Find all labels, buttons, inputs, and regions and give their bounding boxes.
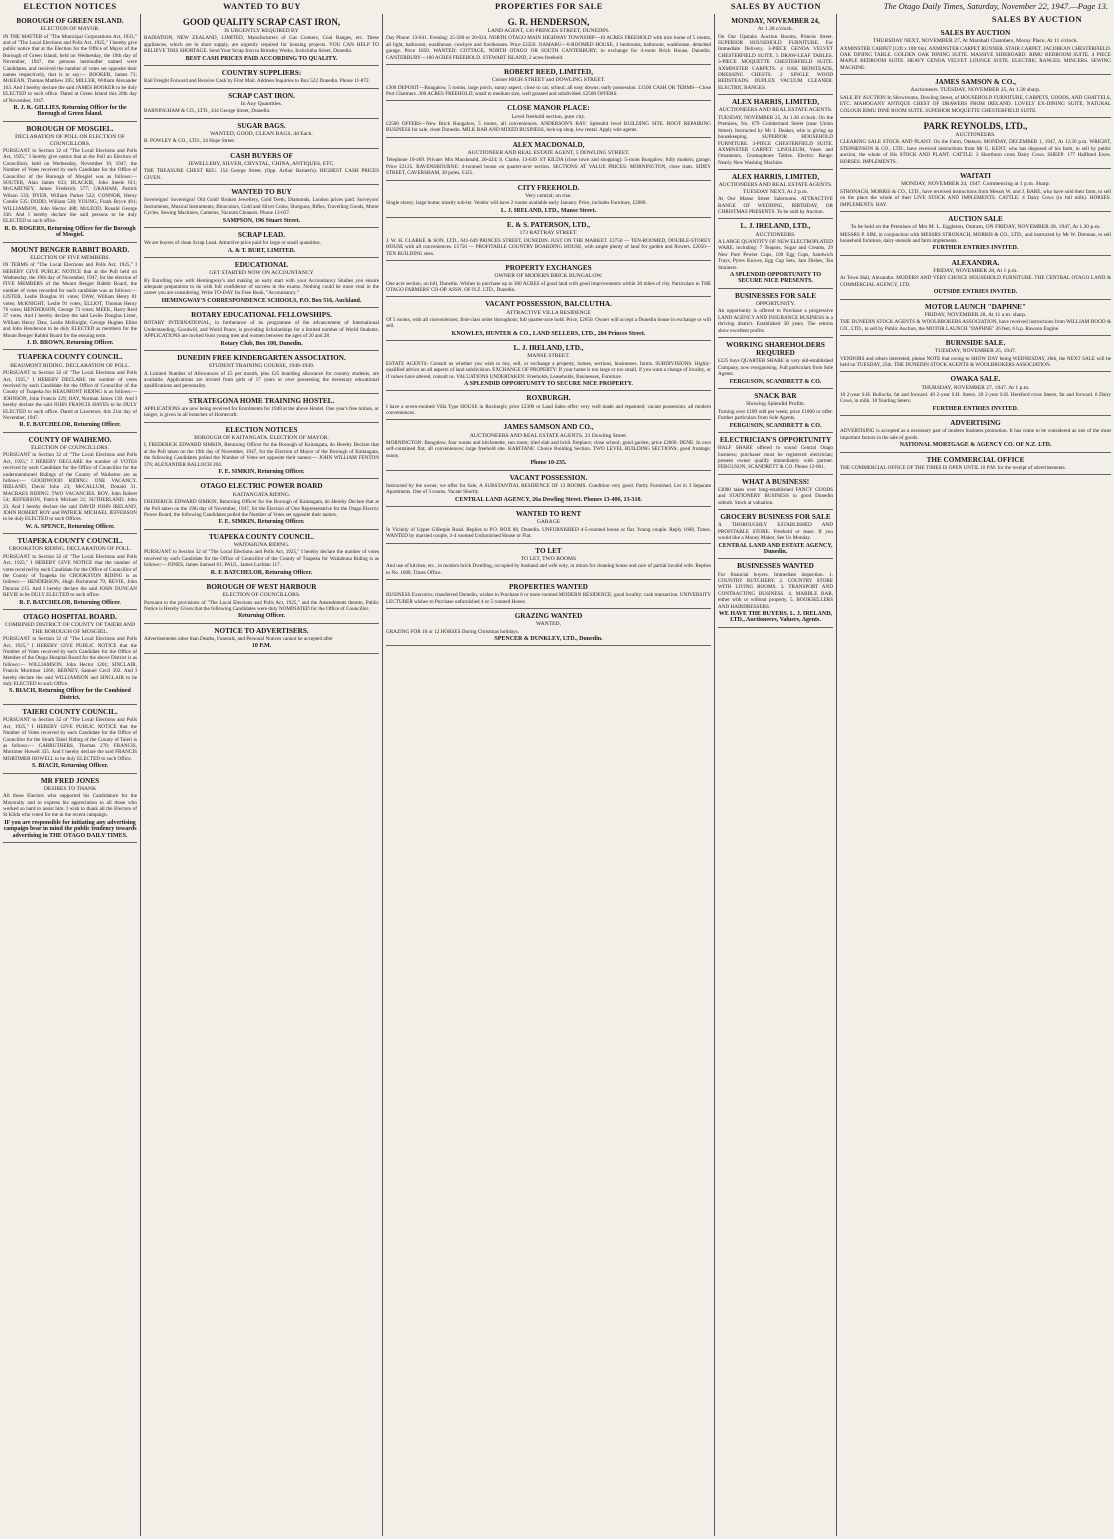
advertisement	[840, 453, 1111, 476]
ad-body: R. POWLEY & CO., LTD., 24 Hope Street.	[144, 138, 236, 145]
ad-body: THE DUNEDIN STOCK AGENTS & WOOLBROKERS ASSOCIATION, have received instructions from WILLIAM HOOD & CO., LTD., to sell by Public Auction, the MOTOR LAUNCH "DAPHNE" 26 feet, 6 h.p. Rawson Engine.	[840, 319, 1111, 332]
ad-title: CLOSE MANOR PLACE:	[507, 104, 590, 113]
ad-title: ROTARY EDUCATIONAL FELLOWSHIPS.	[191, 311, 332, 320]
advertisement	[386, 218, 711, 261]
ad-body: Turning over £100 odd per week; price £1800 or offer. Further particulars from Sole Agents.	[718, 408, 833, 422]
ad-body: BUSINESS Executive, transferred Dunedin, wishes to Purchase 6 or more roomed MODERN RESIDENCE; good locality; cash transaction. UNIVERSITY LECTURER wishes to Purchase unfurnished 4 or 5 roomed House.	[386, 592, 711, 605]
advertisement	[3, 122, 137, 243]
ad-body: In Vicinity of Upper Gillespie Road. Replies to P.O. BOX 88, Dunedin. UNFURNISHED 4-5-roomed house or flat. Young couple. Reply 1608, Times. WANTED by married couple, 3-4 roomed Unfurnished House or Flat.	[386, 526, 711, 540]
advertisement	[386, 181, 711, 218]
ad-title: PARK REYNOLDS, LTD.,	[923, 121, 1028, 132]
ad-subtitle: KAITANGATA RIDING.	[232, 491, 291, 498]
advertisement	[3, 705, 137, 773]
ad-signature: IF you are responsible for initiating any advertising campaign bear in mind the public tendency towards advertising in THE OTAGO DAILY TIMES.	[3, 819, 137, 839]
ad-title: ELECTRICIAN'S OPPORTUNITY	[719, 435, 832, 444]
ad-title: TUAPEKA COUNTY COUNCIL.	[17, 353, 123, 362]
column-0	[0, 14, 141, 1536]
advertisement	[386, 580, 711, 609]
ad-title: E. & S. PATERSON, LTD.,	[506, 221, 591, 230]
advertisement	[840, 118, 1111, 169]
ad-signature: R. F. BATCHELOR, Returning Officer.	[19, 422, 121, 429]
advertisement	[144, 119, 379, 149]
ad-signature: FURTHER ENTRIES INVITED.	[932, 405, 1019, 412]
ad-title: WHAT A BUSINESS!	[741, 477, 810, 486]
ad-signature: FURTHER ENTRIES INVITED.	[932, 245, 1019, 252]
ad-title: L. J. IRELAND, LTD.,	[740, 222, 811, 231]
ad-body: At Town Hall, Alexandra. MODERN AND VERY CHOICE HOUSEHOLD FURNITURE. THE CENTRAL OTAGO LAND & COMMERCIAL AGENCY, LTD.	[840, 275, 1111, 288]
ad-signature: HEMINGWAY'S CORRESPONDENCE SCHOOLS, P.O. Box 516, Auckland.	[161, 297, 362, 304]
ad-title: OTAGO ELECTRIC POWER BOARD	[200, 482, 323, 491]
ad-title: ROXBURGH.	[526, 394, 571, 403]
ad-signature: F. E. SIMKIN, Returning Officer.	[218, 519, 305, 526]
advertisement	[718, 475, 833, 510]
advertisement	[144, 149, 379, 185]
ad-subtitle: AUCTIONEERS AND REAL ESTATE AGENTS, 23 Dowling Street.	[469, 432, 628, 439]
ad-body: We are buyers of clean Scrap Lead. Attractive price paid for large or small quantities.	[144, 240, 321, 247]
ad-title: MONDAY, NOVEMBER 24,	[731, 17, 820, 25]
ad-title: NOTICE TO ADVERTISERS.	[214, 626, 309, 635]
ad-title: MR FRED JONES	[40, 776, 100, 785]
advertisement	[386, 420, 711, 470]
masthead-section-0: ELECTION NOTICES	[23, 1, 117, 11]
ad-title: SCRAP LEAD.	[237, 230, 286, 239]
advertisement	[386, 101, 711, 137]
ad-body: PURSUANT to Section 32 of "The Local Elections and Polls Act, 1925," I HEREBY GIVE PUBLIC NOTICE that the Number of Votes received by each Candidate for the Office of Councillor for the Strath Taieri Riding of the County of Taieri is as follows:— CARRUTHERS, Thomas 270; FRANCIS, Mortimer Howell 335. And I hereby declare the said FRANCIS MORTIMER HOWELL to be duly ELECTED to such Office.	[3, 717, 137, 762]
ad-subtitle: In Any Quantities.	[240, 100, 283, 107]
ad-title: WAITATI	[960, 172, 991, 181]
advertisement	[386, 261, 711, 297]
ad-body: PURSUANT to Section 32 of "The Local Elections and Polls Act, 1925," I hereby give notice that at the Poll on Election of Councillors, held on Wednesday, November 19, 1947, the Number of Votes received by each Candidate for the Office of Councillor of the Borough of Mosgiel was as follows:— SOUTER, Alan James 633; BLACKIE, John Steele 611; McCARTNEY, James Frederick 577; GRAHAM, Patrick Wilson 533; DYER, William Parker 532; CONNOR, Henry Condie 535; DODD, William 538; YOUNG, Frank Bryce 491; WILLIAMSON, John Hector 488; McLEOD, Ronald George 336. And I hereby declare the said persons to be duly ELECTED to such office.	[3, 147, 137, 225]
ad-signature: S. BIACH, Returning Officer for the Combined District.	[9, 688, 131, 701]
ad-body: Instructed by the owner, we offer for Sale, A SUBSTANTIAL RESIDENCE OF 13 ROOMS. Condition very good. Partly Furnished. Let in 3 Separate Apartments. One of 3 rooms, Vacant Shortly.	[386, 482, 711, 496]
advertisement	[386, 609, 711, 646]
ad-title: MOTOR LAUNCH "DAPHNE"	[925, 302, 1026, 311]
advertisement	[144, 89, 379, 119]
advertisement	[386, 14, 711, 65]
advertisement	[718, 433, 833, 475]
ad-body: I have a seven-roomed Villa Type HOUSE in Roxburgh; price £2300 or Land Sales offer; very well made and repainted; vacant possession; all modern conveniences.	[386, 403, 711, 417]
ad-title: OTAGO HOSPITAL BOARD.	[23, 613, 117, 622]
ad-subtitle: AUCTIONEERS.	[755, 231, 796, 238]
advertisement	[386, 65, 711, 101]
ad-subtitle: WAITAHUNA RIDING.	[233, 541, 290, 548]
ad-subtitle: OPPORTUNITY.	[755, 301, 796, 308]
ad-body: A LARGE QUANTITY OF NEW ELECTROPLATED WARE, including: 7 Teapots, Sugar and Creams, 29 New Pure Pewter Cups, 100 Egg Cups, Sandwich Trays, Pyrex Knives, Egg Cup Sets, Jam Dishes, Tea Strainers.	[718, 238, 833, 271]
advertisement	[3, 350, 137, 432]
ad-subtitle: GARAGE	[536, 519, 561, 526]
ad-signature: OUTSIDE ENTRIES INVITED.	[933, 289, 1018, 296]
advertisement	[718, 559, 833, 627]
ad-body: J. W. H. CLARKE & SON, LTD., 641-649 PRINCES STREET, DUNEDIN. JUST ON THE MARKET. £3750 — TEN-ROOMED, DOUBLE-STOREY HOUSE with all conveniences. £1750 — PROFITABLE COUNTRY BOARDING HOUSE, with ample plenty of land for garden and flowers. £2050—TEN BUILDING sites.	[386, 237, 711, 257]
ad-title: BUSINESSES FOR SALE	[734, 291, 817, 300]
ad-body: THE COMMERCIAL OFFICE OF THE TIMES IS OPEN UNTIL 10 P.M. for the receipt of advertisements.	[840, 464, 1066, 471]
masthead-section-2: PROPERTIES FOR SALE	[495, 1, 603, 11]
ad-subtitle: FRIDAY, NOVEMBER 28, At 1 p.m.	[933, 267, 1018, 274]
ad-title: VACANT POSSESSION.	[509, 473, 588, 482]
advertisement	[144, 228, 379, 258]
ad-signature: L. J. IRELAND, LTD., Manse Street.	[500, 207, 597, 214]
ad-body: For financial buyers. Immediate inspection. 1. COUNTRY BUTCHERY. 2. COUNTRY STORE WITH LIVING ROOMS. 3. TRANSPORT AND CONTRACTING BUSINESS. 4. MARBLE BAR, either with or without property. 5. BOOKSELLERS AND HAIRDRESSERS.	[718, 571, 833, 610]
ad-subtitle: AUCTIONEER AND REAL ESTATE AGENT, 5 DOWLING STREET.	[467, 150, 630, 157]
column-4	[837, 26, 1114, 1536]
ad-subtitle: CROOKSTON RIDING. DECLARATION OF POLL.	[8, 546, 132, 553]
ad-signature: NATIONAL MORTGAGE & AGENCY CO. OF N.Z. LTD.	[899, 442, 1052, 449]
advertisement	[3, 433, 137, 534]
ad-body: 10 2-year S.H. Bullocks, fat and forward. 40 2-year S.H. Steers. 20 2-year S.H. Hereford cross Steers, fat and forward. 6 Dairy Cows, in milk. 18 Yearling Steers.	[840, 392, 1111, 405]
ad-body: PURSUANT to Section 32 of "The Local Elections and Polls Act, 1925," I HEREBY GIVE NOTICE that the number of votes received by each Candidate for the Office of Councillor of the County of Tuapeka for CROOKSTON RIDING is as follows:— HENDERSON, Hugh Richmond 79; REVIE, John Duncan 215. And I hereby declare the said JOHN DUNCAN REVIE to be DULY ELECTED to such office.	[3, 553, 137, 599]
advertisement	[386, 507, 711, 543]
ad-subtitle: LAND AGENT, 136 PRINCES STREET, DUNEDIN.	[487, 28, 610, 34]
ad-subtitle: JEWELLERY, SILVER, CRYSTAL, CHINA, ANTIQUES, ETC.	[188, 160, 335, 167]
advertisement	[718, 510, 833, 559]
ad-title: GOOD QUALITY SCRAP CAST IRON,	[182, 17, 341, 27]
ad-body: TUESDAY, NOVEMBER 25, At 1.30 o'clock. On the Premises, No. 679 Cumberland Street (near Union Street). Instructed by Mr J. Deaker, who is giving up housekeeping. SUPERIOR HOUSEHOLD FURNITURE. 3-PIECE CHESTERFIELD SUITE. AXMINSTER CARPET. LINOLEUM, Vases and Ornaments, Gramophone Tables. Electric Range. Nearly New Washing Machine.	[718, 114, 833, 166]
ad-subtitle: ELECTION OF MAYOR.	[40, 26, 100, 33]
ad-body: £2500 OFFERS—New Brick Bungalow, 5 rooms, all conveniences. ANDERSON'S BAY: Splendid level BUILDING SITE. BOOT REPAIRING BUSINESS for sale, close Dunedin. MILK BAR AND MIXED BUSINESS, lock-up shop, low rental. Apply sole agents.	[386, 121, 711, 134]
ad-signature: A SPLENDID OPPORTUNITY TO SECURE NICE PROPERTY.	[464, 381, 633, 388]
ad-body: BARNINGHAM & CO., LTD., 434 George Street, Dunedin.	[144, 108, 271, 115]
ad-body: Advertisements other than Deaths, Funerals, and Personal Notices cannot be accepted after	[144, 635, 333, 642]
ad-signature: R. D. ROGERS, Returning Officer for the Borough of Mosgiel.	[4, 225, 136, 239]
ad-subtitle: GET STARTED NOW ON ACCOUNTANCY	[209, 270, 314, 277]
ad-subtitle: Showing Splendid Profits.	[746, 401, 805, 408]
ad-subtitle: COMBINED DISTRICT OF COUNTY OF TAIERI AND THE BOROUGH OF MOSGIEL.	[4, 622, 136, 635]
ad-signature: CENTRAL LAND AGENCY, 26a Dowling Street. Phones 13-406, 13-310.	[454, 496, 642, 503]
paper-title: The Otago Daily Times, Saturday, November 22, 1947.—Page 13.	[883, 1, 1108, 11]
advertisement	[144, 580, 379, 624]
ad-body: Sovereigns! Sovereigns! Old Gold! Broken Jewellery, Gold Teeth, Diamonds, London prices paid. Surveyors' Instruments, Musical Instruments, Binoculars, Gold and Silver Coins, Shotguns, Rifles, Travelling Goods, Motor Cycles, Sewing Machines, Cameras, Vacuum Cleaners. Phone 13-637.	[144, 197, 379, 217]
ad-subtitle: DESIRES TO THANK	[43, 785, 97, 792]
ad-body: IN THE MATTER of "The Municipal Corporations Act, 1933," and of "The Local Elections and Polls Act, 1925," I hereby give public notice that at the Election for the Office of Mayor of the Borough of Green Island, held on Wednesday, the 19th day of November, 1947, the persons hereinafter named were Candidates, and received the number of votes set opposite their names respectively, that is to say:— BOOKER, James 71; McKEAN, Thomas Matthew 285; MILLER, William Alexander 163. And I hereby declare the said JAMES BOOKER to be duly ELECTED to such office. Dated at Green Island this 20th day of November, 1947.	[3, 33, 137, 104]
advertisement	[718, 389, 833, 433]
ad-title: PROPERTY EXCHANGES	[505, 263, 592, 272]
ad-title: TO LET	[535, 546, 562, 555]
ad-body: AXMINSTER CARPET (12ft x 10ft 6in). AXMINSTER CARPET RUNNER. STAIR CARPET. JACOBEAN CHESTERFIELD. OAK DINING TABLE. GOLDEN OAK DINING SUITE. MASSIVE SIDEBOARD. RIMU BEDROOM SUITE. 4 PIECE MAPLE BEDROOM SUITE. HEAVY GENOA VELVET LOUNGE SUITE. ELECTRIC RANGES. MINCERS. SEWING MACHINE.	[840, 45, 1111, 71]
ad-body: APPLICATIONS are now being received for Enrolments for 1948 at the above Hostel. One year's free tuition, or longer, is given in all branches of Homecraft.	[144, 406, 379, 419]
advertisement	[718, 219, 833, 288]
ad-body: One acre section, on hill, Dunedin. Wishes to purchase up to 300 ACRES of good land with good improvements within 30 miles of city. Particulars to THE OTAGO FARMERS' CO-OP. ASSN. OF N.Z. LTD., Dunedin.	[386, 280, 711, 293]
ad-body: PURSUANT to Section 32 of "The Local Elections and Polls Act, 1925," I HEREBY DECLARE the number of votes received by each Candidate for the Office of Councillor of the County of Tuapeka for BEAUMONT RIDING is as follows:— JOHNSON, John Francis 129; HAY, Norman James 139. And I hereby declare the said JOHN FRANCIS HAYES to be DULY ELECTED to such office. Dated at Lawrence, this 21st day of November, 1947.	[3, 370, 137, 421]
ad-body: I, FREDERICK EDWARD SIMKIN, Returning Officer for the Borough of Kaitangata, do Hereby Declare that at the Poll taken on the 19th day of November, 1947, for the Election of Mayor of the Borough of Kaitangata, the following Candidates polled the Number of Votes set opposite their names:— JOHN WILLIAM FENTON 376; ALEXANDER BALLOCH 204.	[144, 442, 379, 468]
ad-signature: Phone 10-235.	[530, 460, 567, 467]
ad-subtitle: DECLARATION OF POLL ON ELECTION OF COUNCILLORS.	[15, 134, 125, 147]
ad-body: At Our Manse Street Salerooms. ATTRACTIVE RANGE OF WEDDING, BIRTHDAY, OR CHRISTMAS PRESENTS. To be sold by Auction.	[718, 196, 833, 215]
ad-subtitle: STUDENT TRAINING COURSE, 1948-1949.	[208, 363, 315, 370]
ad-signature: R. F. BATCHELOR, Returning Officer.	[210, 569, 313, 576]
advertisement	[3, 14, 137, 122]
ad-title: ROBERT REED, LIMITED,	[503, 68, 594, 77]
ad-signature: Returning Officer.	[237, 613, 286, 620]
ad-title: BOROUGH OF GREEN ISLAND.	[16, 17, 124, 25]
advertisement	[386, 544, 711, 580]
ad-title: COUNTRY SUPPLIERS:	[221, 69, 302, 78]
advertisement	[718, 289, 833, 338]
advertisement	[144, 308, 379, 351]
ad-body: GRAZING FOR 10 or 12 HORSES During Christmas holidays.	[386, 628, 520, 635]
ad-title: BURNSIDE SALE.	[945, 339, 1006, 347]
ad-signature: FERGUSON, SCANDRETT & CO.	[729, 378, 822, 385]
advertisement	[144, 66, 379, 89]
ad-title: OWAKA SALE.	[950, 375, 1001, 384]
ad-body: RADIATION, NEW ZEALAND, LIMITED, Manufacturers of Gas Cookers, Coal Ranges, etc. These appliances, which are in short supply, are urgently required for housing projects. YOU CAN HELP TO RELIEVE THIS SHORTAGE. Send Your Scrap Iron to Brinsley Works, Inchclutha Street, Dunedin.	[144, 35, 379, 55]
ad-subtitle: WANTED,	[535, 621, 561, 628]
ad-subtitle: OWNER OF MODERN BRICK BUNGALOW.	[494, 273, 603, 280]
advertisement	[840, 372, 1111, 416]
ad-signature: W. A. SPENCE, Returning Officer.	[25, 523, 115, 530]
ad-title: SNACK BAR	[754, 392, 797, 401]
ad-title: ALEXANDRA.	[951, 258, 1000, 267]
ad-subtitle: MONDAY, NOVEMBER 24, 1947. Commencing at 1 p.m. Sharp.	[901, 181, 1050, 188]
ad-title: WANTED TO RENT	[515, 510, 582, 519]
ad-body: Rail Freight Forward and Receive Cash by First Mail. Address Inquiries to Box 522 Dunedin. Phone 11-872.	[144, 78, 370, 85]
advertisement	[386, 471, 711, 507]
ad-title: TUAPEKA COUNTY COUNCIL.	[17, 537, 123, 546]
advertisement	[840, 416, 1111, 452]
masthead-section-4: SALES BY AUCTION	[991, 14, 1083, 24]
ad-body: All those Electors who supported his Candidature for the Mayoralty and to express his appreciation to all those who worked so hard to assist him. I wish to thank all the Electors of St Kilda who voted for me in the recent campaign.	[3, 793, 137, 819]
ad-body: A Limited Number of Allowances of £5 per month, plus £25 boarding allowance for country students, are available. Applications are invited from girls of 17 years or over possessing the necessary educational qualifications and personality.	[144, 370, 379, 390]
ad-body: Single storey; large home; mostly sub-let. Vendor will have 2 rooms available early January. Price, includes Furniture, £2000.	[386, 200, 647, 207]
ad-subtitle: ELECTION OF COUNCILLORS.	[31, 444, 109, 451]
ad-title: STRATEGONA HOME TRAINING HOSTEL.	[188, 396, 335, 405]
ad-body: Day Phone: 13-641. Evening: 25-580 or 20-024. NORTH OTAGO MAIN HIGHWAY TOWNSHIP—10 ACRES FREEHOLD with nice home of 5 rooms, all light, bathroom, washhouse, cowbyre and fowlhouses. Price £2350. OAMARU—6-ROOMED HOUSE, 3 bedrooms, bathroom, washhouse, detached garage. Price £850. WANTED: COTTAGE, NORTH OTAGO OR SOUTH CANTERBURY, in exchange for 4-room Brick House, Dunedin. CANTERBURY—160 ACRES FREEHOLD. STEWART ISLAND, 2 acres freehold.	[386, 35, 711, 61]
ad-body: VENDORS and others interested, please NOTE that owing to SHOW DAY being WEDNESDAY, 26th, the NEXT SALE will be held on TUESDAY, 25th. THE DUNEDIN STOCK AGENTS & WOOLBROKERS ASSOCIATION.	[840, 355, 1111, 369]
ad-title: TAIERI COUNTY COUNCIL.	[22, 708, 118, 717]
advertisement	[144, 479, 379, 529]
ad-subtitle: THURSDAY NEXT, NOVEMBER 27, At Marshall Chambers, Moray Place, At 11 o'clock.	[872, 38, 1079, 45]
ad-subtitle: IS URGENTLY REQUIRED BY	[224, 28, 299, 34]
ad-signature: SPENCER & DUNKLEY, LTD., Dunedin.	[494, 635, 603, 642]
ad-signature: BEST CASH PRICES PAID ACCORDING TO QUALITY.	[185, 55, 338, 62]
ad-body: £3000 takes over long-established FANCY GOODS and STATIONERY BUSINESS in good Dunedin suburb. Stock at valuation.	[718, 486, 833, 506]
ad-subtitle: Level freehold section, pure city.	[511, 113, 586, 120]
ad-body: THE TREASURE CHEST REG. 154 George Street. (Opp. Arthur Barnett's). HIGHEST CASH PRICES GIVEN.	[144, 168, 379, 181]
advertisement	[840, 300, 1111, 336]
ad-title: JAMES SAMSON & CO.,	[935, 78, 1016, 87]
advertisement	[144, 423, 379, 480]
ad-body: £225 buys QUARTER SHARE in very old-established Company, now reorganising. Full particulars from Sole Agents.	[718, 358, 833, 378]
ad-title: PROPERTIES WANTED	[509, 582, 588, 591]
ad-subtitle: ELECTION OF FIVE MEMBERS.	[30, 254, 110, 261]
ad-subtitle: TUESDAY, NOVEMBER 25, 1947.	[934, 348, 1017, 355]
ad-title: GROCERY BUSINESS FOR SALE	[720, 513, 831, 522]
ad-signature: R. J. K. GILLIES, Returning Officer for the Borough of Green Island.	[13, 105, 127, 118]
ad-title: BOROUGH OF WEST HARBOUR	[206, 582, 317, 591]
ad-subtitle: 173 RATTRAY STREET.	[519, 230, 578, 237]
ad-subtitle: FRIDAY, NOVEMBER 28, At 11 a.m. sharp.	[924, 311, 1027, 318]
ad-signature: S. BIACH, Returning Officer.	[31, 763, 109, 770]
advertisement	[144, 624, 379, 654]
ad-body: By Enrolling now with Hemingway's and making an early start with your Accountancy Studies you ensure adequate preparation to do with full confidence of success in the exams. Nothing could be more vital in the career you are considering. Write TO-DAY for Free Book, "Accountancy."	[144, 277, 379, 297]
advertisement	[144, 14, 379, 66]
ad-signature: Rotary Club, Box 108, Dunedin.	[220, 340, 303, 347]
ad-title: WORKING SHAREHOLDERS REQUIRED	[726, 341, 825, 358]
ad-body: PURSUANT to Section 32 of "The Local Elections and Polls Act, 1925," I HEREBY DECLARE the number of VOTES received by each Candidate for the Office of Councillor for the undermentioned Ridings of the County of Waihemo are as follows:— GOODWOOD RIDING: ONE VACANCY. IRELAND, David John 23; McCALLUM, Donald 31. MACRAES RIDING: TWO VACANCIES. ROY, John Robert 54; JEFFERSON, Patrick Michael 31; SUTHERLAND, John 23. And I hereby declare the said DAVID JOHN IRELAND, JOHN ROBERT ROY and PATRICK MICHAEL JEFFERSON to be duly ELECTED to such Offices.	[3, 452, 137, 523]
ad-body: CLEARING SALE STOCK AND PLANT. On the Farm, Otekura. MONDAY, DECEMBER 1, 1947, At 12.30 p.m. WRIGHT, STEPHENSON & CO., LTD., have received instructions from Mr G. KENT, who has disposed of his farm, to sell by public auction, the whole of His STOCK AND PLANT. CATTLE: 3 Shorthorn cross Dairy Cows. SHEEP: 177 Halfbred Ewes. HORSES. IMPLEMENTS.	[840, 139, 1111, 165]
ad-title: MOUNT BENGER RABBIT BOARD.	[10, 245, 130, 254]
ad-body: On Our Upstairs Auction Rooms, Princes Street. SUPERIOR HOUSEHOLD FURNITURE. For Immediate Delivery. 3-PIECE GENOA VELVET CHESTERFIELD SUITE. 5 DRAW-LEAF TABLES. 3-PIECE MOQUETTE CHESTERFIELD SUITE. AXMINSTER CARPETS. 4 OAK BEDSTEADS, DRESSING CHESTS. 2 SINGLE WOOD BEDSTEADS. DUPLEX VACUUM CLEANER. ELECTRIC RANGES.	[718, 33, 833, 91]
advertisement	[144, 530, 379, 580]
ad-body: And use of kitchen, etc., in modern brick Dwelling, occupied by husband and wife only, in return for cleaning house and care of partial invalid wife. Replies to No. 1608, Times Office.	[386, 563, 711, 576]
ad-body: HALF SHARE offered in sound Central Otago business; purchaser must be registered electrician; present owner qualify immediately with partner. FERGUSON, SCANDRETT & CO. Phone 12-061.	[718, 445, 833, 471]
ad-title: ELECTION NOTICES	[225, 425, 298, 434]
advertisement	[144, 394, 379, 423]
ad-signature: A SPLENDID OPPORTUNITY TO SECURE NICE PRESENTS.	[729, 272, 822, 285]
ad-signature: F. E. SIMKIN, Returning Officer.	[218, 469, 305, 476]
ad-subtitle: AUCTIONEERS AND REAL ESTATE AGENTS.	[718, 107, 833, 114]
ad-subtitle: THURSDAY, NOVEMBER 27, 1947. At 1 p.m.	[921, 384, 1030, 391]
advertisement	[840, 169, 1111, 212]
advertisement	[144, 351, 379, 394]
column-1	[141, 14, 383, 1536]
advertisement	[718, 14, 833, 95]
ad-title: SALES BY AUCTION	[940, 29, 1011, 37]
ad-body: ADVERTISING is accepted as a necessary part of modern business promotion. It has come to be considered as one of the most important factors in the sale of goods.	[840, 428, 1111, 441]
ad-title: WANTED TO BUY	[231, 188, 292, 197]
advertisement	[144, 185, 379, 228]
masthead-section-1: WANTED TO BUY	[223, 1, 301, 11]
advertisement	[3, 243, 137, 351]
ad-body: IN TERMS of "The Local Elections and Polls Act, 1925," I HEREBY GIVE PUBLIC NOTICE that at the Poll held on Wednesday, the 19th day of November, 1947, for the election of FIVE MEMBERS of the Mount Benger Rabbit Board, the number of votes recorded for each candidate was as follows:— LISTER, Leslie Douglas 81 votes; DAW, William Henry 81 votes; McKNIGHT, Leslie 91 votes; ELLIOT, Thomas Henry 76 votes; HENDERSON, George 73 votes; MEEK, Harry Reid 37 votes. And I hereby declare the said Leslie Douglas Lister, William Henry Daw, Leslie McKnight, George Hughes Elliot and John Henderson to be duly ELECTED as members for the Mount Benger Rabbit Board for the ensuing term.	[3, 262, 137, 339]
ad-subtitle: Very central; on rise.	[525, 192, 572, 199]
advertisement	[840, 256, 1111, 300]
advertisement	[3, 534, 137, 610]
ad-subtitle: At 1.30 o'clock.	[757, 26, 794, 33]
advertisement	[840, 26, 1111, 75]
ad-signature: FERGUSON, SCANDRETT & CO.	[729, 422, 822, 429]
ad-subtitle: AUCTIONEERS.	[955, 132, 996, 139]
column-3	[715, 14, 837, 1536]
advertisement	[718, 170, 833, 219]
ad-title: SUGAR BAGS.	[237, 121, 286, 130]
ad-title: ALEX HARRIS, LIMITED,	[731, 98, 820, 107]
ad-signature: A. & T. BURT, LIMITED.	[227, 247, 296, 254]
advertisement	[386, 138, 711, 181]
ad-body: PURSUANT to Section 32 of "The Local Elections and Polls Act, 1925," I hereby declare the number of votes received by each Candidate for the Office of Councillor of the County of Tuapeka for Waitahuna Riding is as follows:— JONES, James Samuel 61; PAUL, James Lachlan 117.	[144, 549, 379, 569]
ad-signature: 10 P.M.	[251, 643, 272, 650]
ad-subtitle: Corner HIGH STREET and DOWLING STREET.	[491, 77, 606, 84]
ad-title: AUCTION SALE	[948, 214, 1003, 223]
ad-body: STRONACH, MORRIS & CO., LTD., have received instructions from Messrs W. and J. BARE, who have sold their farm, to sell on the place the whole of their LIVE STOCK AND IMPLEMENTS. CATTLE: 4 Dairy Cows (in full milk). HORSES. IMPLEMENTS. HAY.	[840, 188, 1111, 208]
ad-signature: SAMPSON, 196 Stuart Street.	[222, 217, 301, 224]
ad-title: GRAZING WANTED	[514, 611, 583, 620]
ad-title: SCRAP CAST IRON.	[228, 91, 295, 100]
advertisement	[840, 212, 1111, 256]
ad-title: CASH BUYERS OF	[230, 151, 293, 160]
ad-title: EDUCATIONAL	[234, 260, 289, 269]
ad-subtitle: AUCTIONEERS AND REAL ESTATE AGENTS. TUESDAY NEXT, At 2 p.m.	[718, 182, 833, 195]
ad-body: Pursuant to the provisions of "The Local Elections and Polls Act, 1925," and the Amendments thereto, Public Notice is Hereby Given that the following Candidates were duly NOMINATED for the Office of Councillor.	[144, 599, 379, 612]
ad-subtitle: To be held on the Premises of Mrs M. L. Eggleton, Outram, ON FRIDAY, NOVEMBER 28, 1947, At 1.30 p.m.	[850, 224, 1101, 231]
ad-subtitle: TO LET, TWO ROOMS	[520, 555, 577, 562]
ad-title: COUNTY OF WAIHEMO.	[28, 435, 112, 444]
ad-title: VACANT POSSESSION, BALCLUTHA.	[485, 300, 612, 309]
advertisement	[386, 341, 711, 391]
ad-title: BOROUGH OF MOSGIEL.	[26, 124, 114, 133]
masthead-section-3: SALES BY AUCTION	[730, 1, 822, 11]
ad-subtitle: BEAUMONT RIDING. DECLARATION OF POLL.	[10, 362, 130, 369]
ad-body: ESTATE AGENTS: Consult us whether you wish to buy, sell, or exchange a property, homes, sections, businesses, farms. SUBDIVISIONS: Highly-qualified advice on all aspects of land subdivision. EXCHANGE OF PROPERTY: If your home is too large or too small, if you want a change of locality, or if values have altered, consult us. VALUATIONS UNDERTAKEN: Freeholds, Leaseholds, Businesses, Furniture.	[386, 360, 711, 380]
ad-title: BUSINESSES WANTED	[737, 562, 814, 571]
advertisement	[840, 75, 1111, 118]
advertisement	[386, 297, 711, 341]
column-2	[383, 14, 715, 1536]
ad-body: Of 5 rooms, with all conveniences; first-class order throughout; full quarter-acre hold. Price, £2650. Owner will accept a Dunedin house in exchange or will sell.	[386, 316, 711, 330]
ad-title: THE COMMERCIAL OFFICE	[926, 455, 1025, 464]
advertisement	[718, 95, 833, 170]
ad-subtitle: WANTED, GOOD, CLEAN BAGS, 4d Each.	[210, 130, 313, 137]
ad-body: An opportunity is offered to Purchase a progressive LAND AGENCY AND INSURANCE BUSINESS in a thriving district. Established 30 years. The returns show excellent profits.	[718, 308, 833, 334]
ad-signature: R. F. BATCHELOR, Returning Officer.	[19, 599, 121, 606]
ad-title: CITY FREEHOLD.	[517, 183, 580, 192]
ad-title: TUAPEKA COUNTY COUNCIL.	[209, 532, 314, 541]
ad-signature: J. D. BROWN, Returning Officer.	[26, 340, 114, 347]
ad-title: JAMES SAMSON AND CO.,	[503, 423, 594, 432]
advertisement	[840, 336, 1111, 372]
ad-title: G. R. HENDERSON,	[507, 17, 590, 27]
ad-body: A THOROUGHLY ESTABLISHED AND PROFITABLE STORE. Freehold or lease. If you would like a Money Maker, See Us Monday.	[718, 522, 833, 542]
ad-body: Telephone 10-469. Private: Mrs Macdonald, 20-424; S. Clarke, 13-639. ST KILDA (close town and shopping): 5-room Bungalow, fully modern, garage. Price £2125. RAVENSBOURNE: 4-roomed house on quarter-acre section. SECTIONS AT VALUE PRICES: MORNINGTON, close tram. SIDEY STREET, CAVERSHAM, 30 poles, £325.	[386, 157, 711, 177]
ad-title: ADVERTISING	[950, 419, 1001, 428]
ad-subtitle: BOROUGH OF KAITANGATA. ELECTION OF MAYOR.	[194, 435, 329, 442]
ad-subtitle: Auctioneers. TUESDAY, NOVEMBER 25, At 1.30 sharp.	[910, 87, 1041, 94]
ad-body: PURSUANT to Section 32 of "The Local Elections and Polls Act, 1925," I HEREBY GIVE PUBLIC NOTICE that the Number of Votes received by each Candidate for the Office of Member of the Otago Hospital Board for the above District is as follows:— WILLIAMSON, John Hector 1201; SINCLAIR, Francis Mortimer 1266; BERNEY, Samuel Cecil 392. And I hereby declare the said WILLIAMSON and SINCLAIR to be duly ELECTED to such Office.	[3, 636, 137, 687]
ad-body: FREDERICK EDWARD SIMKIN, Returning Officer for the Borough of Kaitangata, do Hereby Declare that at the Poll taken on the 19th day of November, 1947, for the Election of One Representative for the Otago Electric Power Board, the following Candidates polled the Number of Votes set opposite their names.	[144, 499, 379, 518]
advertisement	[3, 774, 137, 843]
advertisement	[3, 610, 137, 705]
ad-subtitle: MANSE STREET.	[527, 353, 570, 360]
ad-body: £300 DEPOSIT—Bungalow, 5 rooms, large porch, sunny aspect, close to car, school; all easy downs; early possession. £1500 CASH OR TERMS—Close Port Chalmers. 300 ACRES FREEHOLD; small to medium size, well grassed and subdivided. £2500 OFFERS.	[386, 84, 711, 98]
ad-subtitle: ELECTION OF COUNCILLORS.	[222, 592, 301, 599]
ad-subtitle: ATTRACTIVE VILLA RESIDENCE	[506, 309, 591, 316]
ad-body: MORNINGTON: Bungalow, four rooms and kitchenette, sun room; tiled slab and brick fireplace; close school; good garden; price £2600. DENE: In own self-contained flat; all conveniences; large freehold site. KARITANE: Choice Building Section. TWO LEVEL BUILDING SECTIONS; good frontage; sunny.	[386, 440, 711, 459]
ad-title: ALEX MACDONALD,	[512, 140, 585, 149]
ad-signature: CENTRAL LAND AND ESTATE AGENCY, Dunedin.	[718, 542, 833, 555]
ad-title: L. J. IRELAND, LTD.,	[513, 344, 584, 353]
ad-body: ROTARY INTERNATIONAL, in furtherance of its programme of the advancement of International Understanding, Goodwill, and World Peace, is providing Scholarships for a limited number of World Students. APPLICATIONS are invited from young men and women between the ages of 20 and 28.	[144, 320, 379, 340]
advertisement	[386, 391, 711, 420]
ad-body: MESSRS P. SIM, in conjunction with MESSRS STRONACH, MORRIS & CO., LTD., and instructed by Mr W. Drennan, to sell household furniture, dairy utensils and farm implements.	[840, 231, 1111, 244]
ad-title: DUNEDIN FREE KINDERGARTEN ASSOCIATION.	[177, 354, 346, 362]
ad-signature: WE HAVE THE BUYERS. L. J. IRELAND, LTD., Auctioneers, Valuers, Agents.	[718, 611, 833, 624]
ad-signature: KNOWLES, HUNTER & CO., LAND SELLERS, LTD., 204 Princes Street.	[451, 330, 646, 337]
ad-title: ALEX HARRIS, LIMITED,	[731, 173, 820, 182]
advertisement	[144, 258, 379, 308]
advertisement	[718, 338, 833, 389]
ad-body: SALE BY AUCTION In Showrooms, Dowling Street, of HOUSEHOLD FURNITURE, CARPETS, GOODS, AND CHATTELS, ETC. MAHOGANY ANTIQUE CHEST OF DRAWERS FROM IRELAND. LOVELY EX-DINING SUITE. NATURAL COLOUR RIMU DINE ROOM SUITE. SUPERIOR MOQUETTE CHESTERFIELD SUITE.	[840, 94, 1111, 114]
